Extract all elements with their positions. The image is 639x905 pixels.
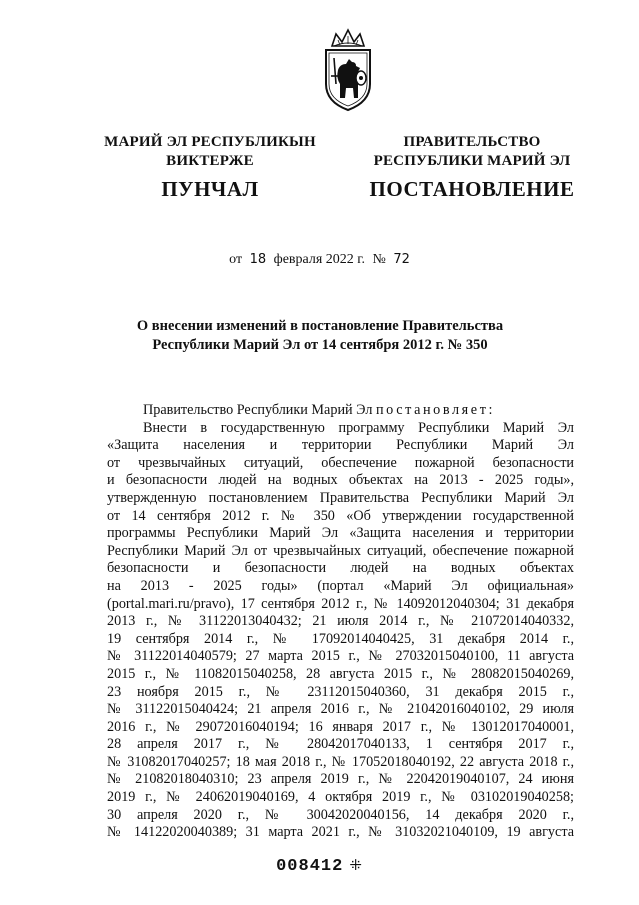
body-line: № 31122014040579; 27 марта 2015 г., № 27032015040100, 11 августа xyxy=(107,648,574,665)
body-line: 2015 г., № 11082015040258, 28 августа 2015 г., № 28082015040269, xyxy=(107,665,574,682)
body-line: и безопасности людей на водных объектах на 2013 - 2025 годы», xyxy=(107,472,574,489)
header-right xyxy=(342,133,602,203)
date-day: 18 xyxy=(249,252,267,267)
title-line: О внесении изменений в постановление Правительства xyxy=(136,318,504,334)
body-line: 23 ноября 2015 г., № 23112015040360, 31 декабря 2015 г., xyxy=(107,683,574,700)
header-right-doc-type: ПОСТАНОВЛЕНИЕ xyxy=(369,177,575,201)
body-opening-line xyxy=(107,402,574,420)
body-decree-word: постановляет: xyxy=(375,402,496,418)
document-body xyxy=(107,402,574,842)
body-line: Республики Марий Эл от чрезвычайных ситуаций, обеспечение пожарной xyxy=(107,542,574,559)
body-lines xyxy=(107,420,574,842)
body-line: 2019 г., № 24062019040169, 4 октября 2019 г., № 03102019040258; xyxy=(107,789,574,806)
document-title xyxy=(100,317,540,355)
ornament-mark-icon: ⁜ xyxy=(349,858,363,875)
body-line: от 14 сентября 2012 г. № 350 «Об утверждении государственной xyxy=(107,507,574,524)
header-left xyxy=(80,133,340,203)
date-number-sign: № xyxy=(372,252,386,267)
header-right-line1: ПРАВИТЕЛЬСТВО xyxy=(403,134,541,150)
header-right-line2: РЕСПУБЛИКИ МАРИЙ ЭЛ xyxy=(373,153,571,169)
body-line: 28 апреля 2017 г., № 28042017040133, 1 сентября 2017 г., xyxy=(107,736,574,753)
body-line: на 2013 - 2025 годы» (портал «Марий Эл официальная» xyxy=(107,577,574,594)
body-line: 19 сентября 2014 г., № 17092014040425, 31 декабря 2014 г., xyxy=(107,630,574,647)
date-month-year: февраля 2022 г. xyxy=(273,252,365,267)
header-left-doc-type: ПУНЧАЛ xyxy=(161,177,259,201)
body-line: «Защита населения и территории Республики Марий Эл xyxy=(107,437,574,454)
document-date-line xyxy=(0,252,639,268)
title-line: Республики Марий Эл от 14 сентября 2012 г. № 350 xyxy=(152,337,488,353)
document-number: 72 xyxy=(393,252,410,267)
body-line: программы Республики Марий Эл «Защита населения и территории xyxy=(107,525,574,542)
body-line: безопасности и безопасности людей на водных объектах xyxy=(107,560,574,577)
body-line: (portal.mari.ru/pravo), 17 сентября 2012 г., № 14092012040304; 31 декабря xyxy=(107,595,574,612)
body-line: 2013 г., № 31122013040432; 21 июля 2014 г., № 21072014040332, xyxy=(107,613,574,630)
body-line: № 31082017040257; 18 мая 2018 г., № 17052018040192, 22 августа 2018 г., xyxy=(107,753,574,770)
body-opening-text: Правительство Республики Марий Эл xyxy=(143,402,376,418)
body-line: утвержденную постановлением Правительства Республики Марий Эл xyxy=(107,489,574,506)
body-line: от чрезвычайных ситуаций, обеспечение пожарной безопасности xyxy=(107,454,574,471)
date-prefix: от xyxy=(229,252,243,267)
form-serial-number xyxy=(0,856,639,876)
header-left-line1: МАРИЙ ЭЛ РЕСПУБЛИКЫН xyxy=(104,134,316,150)
body-line: Внести в государственную программу Республики Марий Эл xyxy=(143,419,574,436)
body-line: № 21082018040310; 23 апреля 2019 г., № 22042019040107, 24 июня xyxy=(107,771,574,788)
coat-of-arms-icon xyxy=(318,26,378,114)
body-line: № 14122020040389; 31 марта 2021 г., № 31032021040109, 19 августа xyxy=(107,824,574,841)
body-line: № 31122015040424; 21 апреля 2016 г., № 21042016040102, 29 июля xyxy=(107,701,574,718)
body-line: 30 апреля 2020 г., № 30042020040156, 14 декабря 2020 г., xyxy=(107,806,574,823)
serial-number: 008412 xyxy=(276,857,344,876)
body-line: 2016 г., № 29072016040194; 16 января 2017 г., № 13012017040001, xyxy=(107,718,574,735)
header-left-line2: ВИКТЕРЖЕ xyxy=(166,153,254,169)
